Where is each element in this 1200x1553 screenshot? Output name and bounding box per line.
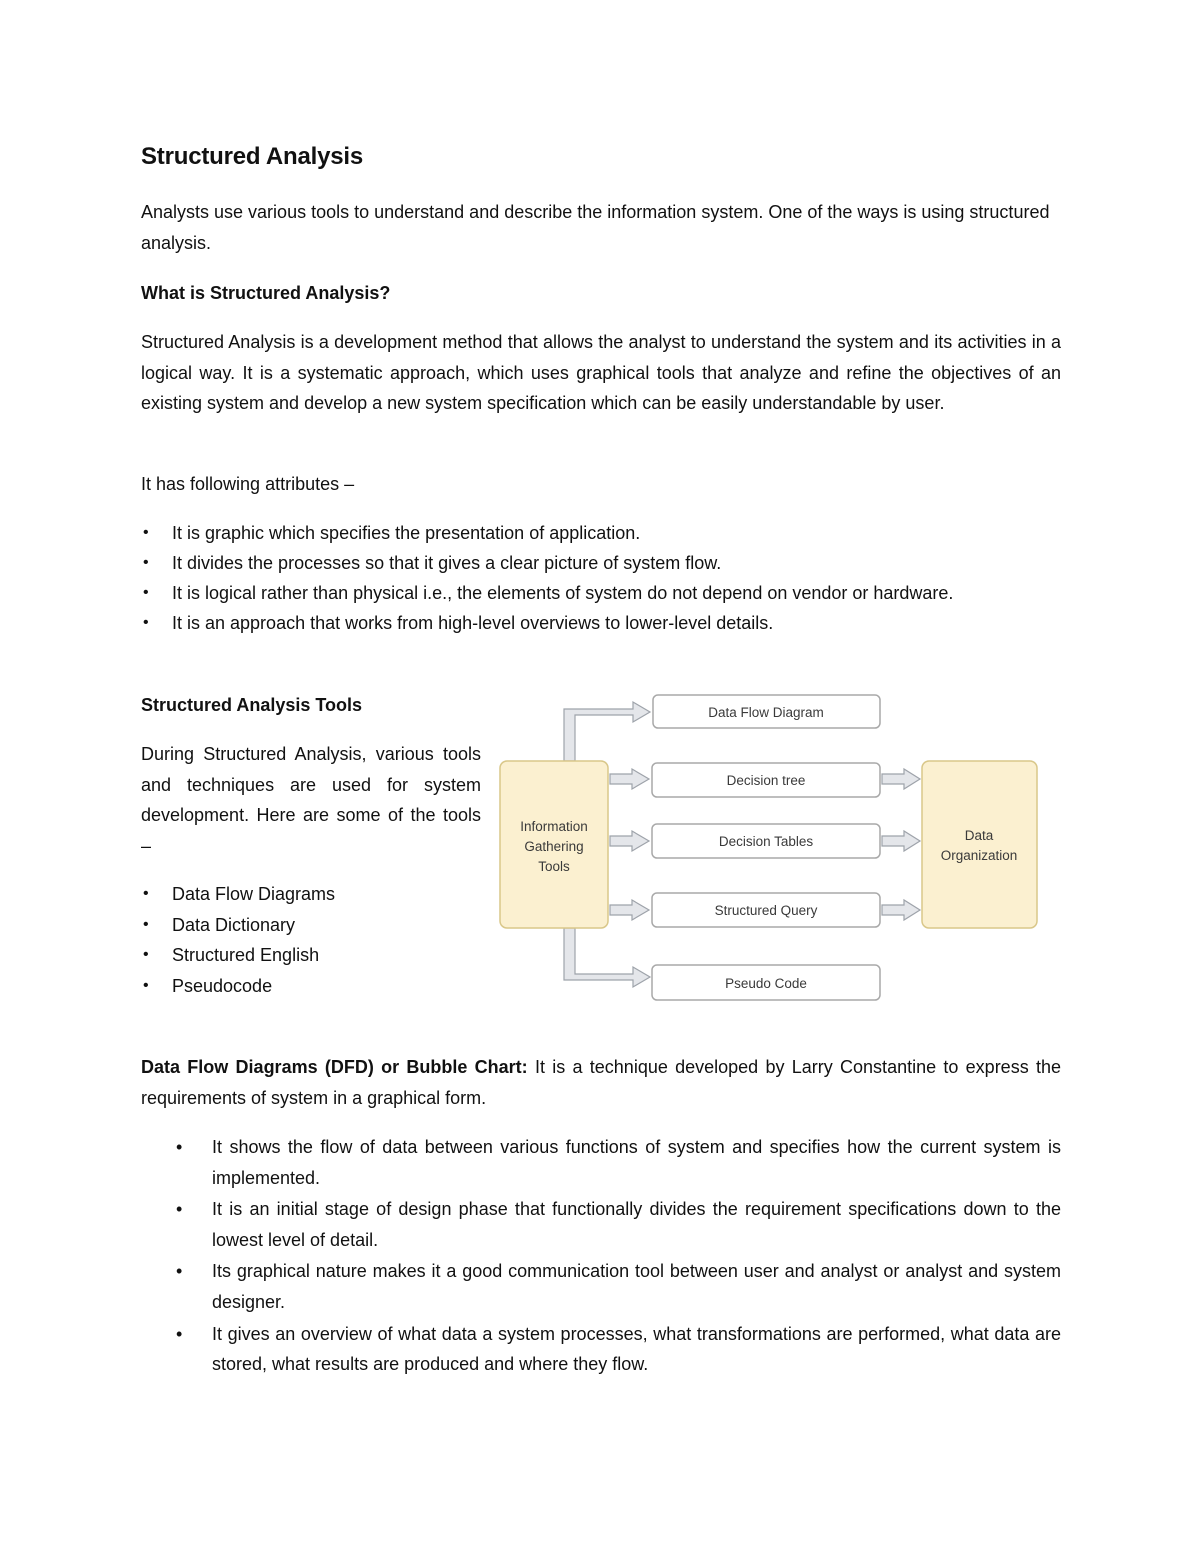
box-label: Pseudo Code (725, 976, 807, 991)
list-item: • Data Flow Diagrams (141, 879, 481, 910)
tools-body: During Structured Analysis, various tools and techniques are used for system development. Here are some of the tools – (141, 744, 481, 856)
target-label-line: Data (964, 828, 994, 843)
list-item: • It shows the flow of data between various functions of system and specifies how the current system is implemented. (141, 1132, 1061, 1193)
attributes-intro: It has following attributes – (141, 474, 355, 494)
what-body: Structured Analysis is a development method that allows the analyst to understand the system and its activities in a logical way. It is a systematic approach, which uses graphical tools that analyze and refine the objectives of an existing system and develop a new system specification which can be easily understandable by user. (141, 332, 1061, 413)
box-label: Decision tree (726, 773, 806, 788)
attributes-list (141, 518, 1071, 638)
bullet-icon: • (143, 614, 149, 631)
list-item: • It is logical rather than physical i.e., the elements of system do not depend on vendor or hardware. (141, 578, 1071, 608)
arrow-to-pseudo-code (564, 928, 650, 987)
list-item: • It gives an overview of what data a system processes, what transformations are performed, what data are stored, what results are produced and where they flow. (141, 1319, 1061, 1380)
list-item: • It is an approach that works from high-level overviews to lower-level details. (141, 608, 1071, 638)
bullet-icon: • (143, 524, 149, 541)
bullet-icon: • (143, 915, 149, 933)
list-item: • Pseudocode (141, 971, 481, 1002)
structured-analysis-tools-diagram (497, 690, 1042, 1010)
what-heading: What is Structured Analysis? (141, 283, 391, 303)
box-label: Structured Query (714, 903, 818, 918)
box-label: Decision Tables (718, 834, 814, 849)
bullet-icon: • (143, 885, 149, 902)
arrow-to-decision-tree (610, 769, 649, 789)
arrow-tree-to-organization (882, 769, 920, 789)
dfd-points-list (141, 1132, 1061, 1380)
dfd-lead-text: It is a technique developed by Larry Constantine to express the requirements of system in a graphical form. (141, 1057, 1061, 1108)
list-item: • Its graphical nature makes it a good communication tool between user and analyst or analyst and system designer. (141, 1256, 1061, 1317)
dfd-paragraph (141, 1052, 1061, 1113)
target-label-line: Organization (940, 848, 1018, 863)
dfd-lead: Data Flow Diagrams (DFD) or Bubble Chart: (141, 1057, 528, 1077)
bullet-icon: • (176, 1199, 183, 1220)
source-label-line: Gathering (524, 839, 584, 854)
bullet-icon: • (143, 977, 149, 995)
list-item: • It is graphic which specifies the presentation of application. (141, 518, 1071, 548)
bullet-icon: • (176, 1261, 183, 1282)
arrow-query-to-organization (882, 900, 920, 920)
intro-paragraph: Analysts use various tools to understand and describe the information system. One of the ways is using structured analysis. (141, 202, 1050, 253)
bullet-icon: • (176, 1323, 183, 1344)
arrow-tables-to-organization (882, 831, 920, 851)
box-label: Data Flow Diagram (708, 705, 824, 720)
list-item: • It divides the processes so that it gives a clear picture of system flow. (141, 548, 1071, 578)
list-item: • Structured English (141, 940, 481, 971)
bullet-icon: • (176, 1137, 183, 1157)
page-title: Structured Analysis (141, 143, 364, 170)
list-item: • It is an initial stage of design phase that functionally divides the requirement specifications down to the lowest level of detail. (141, 1194, 1061, 1255)
arrow-to-decision-tables (610, 831, 649, 851)
list-item: • Data Dictionary (141, 910, 481, 941)
tools-heading: Structured Analysis Tools (141, 695, 363, 715)
bullet-icon: • (143, 946, 149, 964)
bullet-icon: • (143, 554, 149, 571)
source-label-line: Information (520, 819, 588, 834)
tools-list (141, 879, 481, 1002)
source-label-line: Tools (538, 859, 570, 874)
bullet-icon: • (143, 584, 149, 601)
arrow-to-structured-query (610, 900, 649, 920)
arrow-to-data-flow-diagram (564, 702, 650, 761)
data-organization-box (922, 761, 1037, 928)
